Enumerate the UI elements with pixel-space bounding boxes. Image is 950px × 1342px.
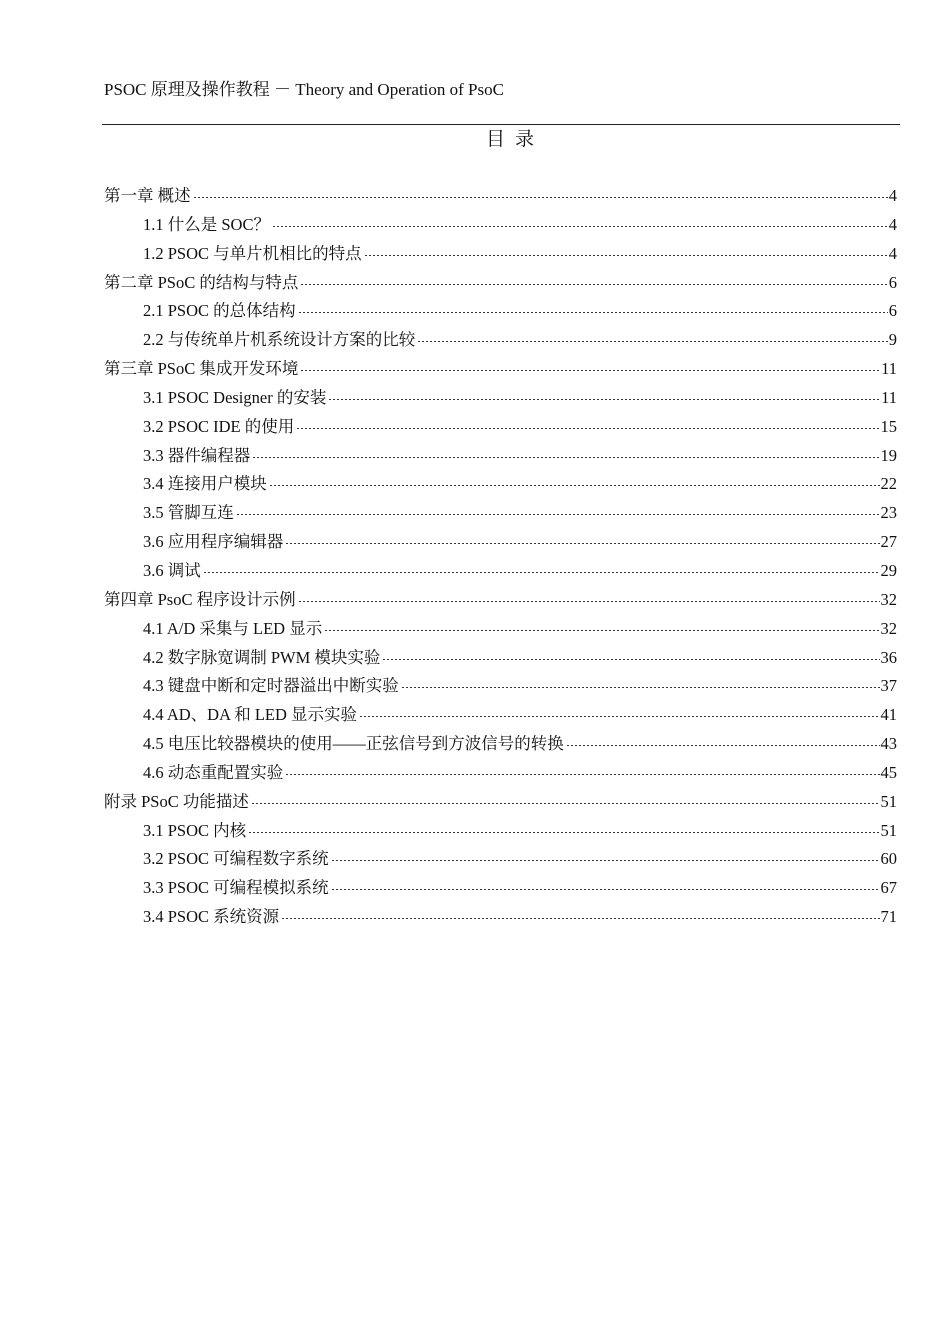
toc-entry-label: 3.6 调试 xyxy=(143,560,201,580)
toc-leader-dots xyxy=(417,341,888,342)
toc-page-number: 29 xyxy=(880,560,897,580)
toc-entry-label: 4.5 电压比较器模块的使用——正弦信号到方波信号的转换 xyxy=(143,734,564,754)
toc-leader-dots xyxy=(300,284,887,285)
toc-chapter-entry[interactable] xyxy=(104,355,897,384)
toc-leader-dots xyxy=(364,255,888,256)
toc-page-number: 32 xyxy=(880,589,897,609)
toc-entry-label: 3.2 PSOC IDE 的使用 xyxy=(143,416,295,436)
toc-page-number: 27 xyxy=(880,532,897,552)
toc-leader-dots xyxy=(331,860,880,861)
toc-entry-label: 1.1 什么是 SOC？ xyxy=(143,214,270,234)
toc-page-number: 22 xyxy=(880,474,897,494)
toc-entry-label: 3.4 PSOC 系统资源 xyxy=(143,907,280,927)
toc-chapter-entry[interactable] xyxy=(104,269,897,298)
toc-page-number: 4 xyxy=(888,243,897,263)
toc-section-entry[interactable] xyxy=(104,903,897,932)
toc-section-entry[interactable] xyxy=(104,874,897,903)
toc-section-entry[interactable] xyxy=(104,326,897,355)
toc-leader-dots xyxy=(298,601,880,602)
toc-leader-dots xyxy=(296,428,879,429)
toc-page-number: 11 xyxy=(881,387,897,407)
toc-section-entry[interactable] xyxy=(104,384,897,413)
toc-leader-dots xyxy=(324,630,879,631)
toc-section-entry[interactable] xyxy=(104,701,897,730)
toc-leader-dots xyxy=(285,543,879,544)
toc-leader-dots xyxy=(193,197,888,198)
toc-section-entry[interactable] xyxy=(104,528,897,557)
toc-leader-dots xyxy=(269,485,880,486)
toc-section-entry[interactable] xyxy=(104,644,897,673)
toc-section-entry[interactable] xyxy=(104,499,897,528)
toc-entry-label: 4.4 AD、DA 和 LED 显示实验 xyxy=(143,705,358,725)
toc-leader-dots xyxy=(359,716,879,717)
toc-entry-label: 3.3 器件编程器 xyxy=(143,445,251,465)
toc-section-entry[interactable] xyxy=(104,211,897,240)
toc-leader-dots xyxy=(401,687,880,688)
toc-entry-label: 1.2 PSOC 与单片机相比的特点 xyxy=(143,243,362,263)
toc-entry-label: 3.3 PSOC 可编程模拟系统 xyxy=(143,878,329,898)
toc-entry-label: 4.3 键盘中断和定时器溢出中断实验 xyxy=(143,676,399,696)
toc-page-number: 6 xyxy=(888,272,897,292)
toc-chapter-entry[interactable] xyxy=(104,586,897,615)
toc-section-entry[interactable] xyxy=(104,442,897,471)
toc-leader-dots xyxy=(298,312,888,313)
toc-leader-dots xyxy=(281,918,879,919)
header-rule xyxy=(102,124,900,125)
toc-chapter-entry[interactable] xyxy=(104,788,897,817)
toc-leader-dots xyxy=(300,370,880,371)
toc-entry-label: 第四章 PsoC 程序设计示例 xyxy=(104,589,296,609)
toc-section-entry[interactable] xyxy=(104,615,897,644)
toc-leader-dots xyxy=(251,803,880,804)
toc-entry-label: 3.1 PSOC 内核 xyxy=(143,820,247,840)
toc-section-entry[interactable] xyxy=(104,672,897,701)
toc-leader-dots xyxy=(328,399,880,400)
toc-section-entry[interactable] xyxy=(104,759,897,788)
toc-entry-label: 第一章 概述 xyxy=(104,186,191,205)
toc-page-number: 43 xyxy=(880,734,897,754)
toc-title: 目录 xyxy=(485,129,544,150)
toc-page-number: 23 xyxy=(880,503,897,523)
toc-section-entry[interactable] xyxy=(104,730,897,759)
toc-entry-label: 3.6 应用程序编辑器 xyxy=(143,532,284,552)
toc-page-number: 51 xyxy=(880,820,897,840)
toc-leader-dots xyxy=(248,832,879,833)
toc-leader-dots xyxy=(285,774,879,775)
toc-leader-dots xyxy=(236,514,880,515)
toc-leader-dots xyxy=(566,745,880,746)
toc-entry-label: 4.2 数字脉宽调制 PWM 模块实验 xyxy=(143,647,381,667)
toc-leader-dots xyxy=(252,457,879,458)
toc-section-entry[interactable] xyxy=(104,413,897,442)
toc-entry-label: 2.1 PSOC 的总体结构 xyxy=(143,301,296,321)
toc-page-number: 51 xyxy=(880,791,897,811)
toc-entry-label: 附录 PSoC 功能描述 xyxy=(104,791,249,811)
table-of-contents xyxy=(104,182,897,932)
toc-entry-label: 3.4 连接用户模块 xyxy=(143,474,267,494)
toc-page-number: 15 xyxy=(880,416,897,436)
toc-page-number: 32 xyxy=(880,618,897,638)
toc-section-entry[interactable] xyxy=(104,557,897,586)
toc-entry-label: 3.2 PSOC 可编程数字系统 xyxy=(143,849,329,869)
toc-entry-label: 3.5 管脚互连 xyxy=(143,503,234,523)
toc-leader-dots xyxy=(382,659,879,660)
toc-page-number: 71 xyxy=(880,907,897,927)
toc-page-number: 19 xyxy=(880,445,897,465)
toc-entry-label: 第三章 PSoC 集成开发环境 xyxy=(104,359,299,379)
toc-entry-label: 4.6 动态重配置实验 xyxy=(143,762,284,782)
toc-section-entry[interactable] xyxy=(104,817,897,846)
toc-section-entry[interactable] xyxy=(104,470,897,499)
toc-entry-label: 第二章 PSoC 的结构与特点 xyxy=(104,272,299,292)
toc-page-number: 37 xyxy=(880,676,897,696)
toc-entry-label: 2.2 与传统单片机系统设计方案的比较 xyxy=(143,330,416,350)
toc-page-number: 9 xyxy=(888,330,897,350)
toc-page-number: 4 xyxy=(888,186,897,205)
toc-page-number: 60 xyxy=(880,849,897,869)
toc-page-number: 41 xyxy=(880,705,897,725)
toc-section-entry[interactable] xyxy=(104,297,897,326)
toc-leader-dots xyxy=(331,889,880,890)
toc-page-number: 11 xyxy=(881,359,897,379)
toc-page-number: 4 xyxy=(888,214,897,234)
toc-page-number: 6 xyxy=(888,301,897,321)
toc-page-number: 36 xyxy=(880,647,897,667)
toc-entry-label: 3.1 PSOC Designer 的安装 xyxy=(143,387,327,407)
toc-chapter-entry[interactable] xyxy=(104,182,897,211)
toc-page-number: 67 xyxy=(880,878,897,898)
toc-leader-dots xyxy=(272,226,888,227)
toc-page-number: 45 xyxy=(880,762,897,782)
toc-leader-dots xyxy=(203,572,880,573)
running-header: PSOC 原理及操作教程 － Theory and Operation of PsoC xyxy=(104,80,504,99)
toc-section-entry[interactable] xyxy=(104,240,897,269)
toc-entry-label: 4.1 A/D 采集与 LED 显示 xyxy=(143,618,323,638)
toc-section-entry[interactable] xyxy=(104,845,897,874)
